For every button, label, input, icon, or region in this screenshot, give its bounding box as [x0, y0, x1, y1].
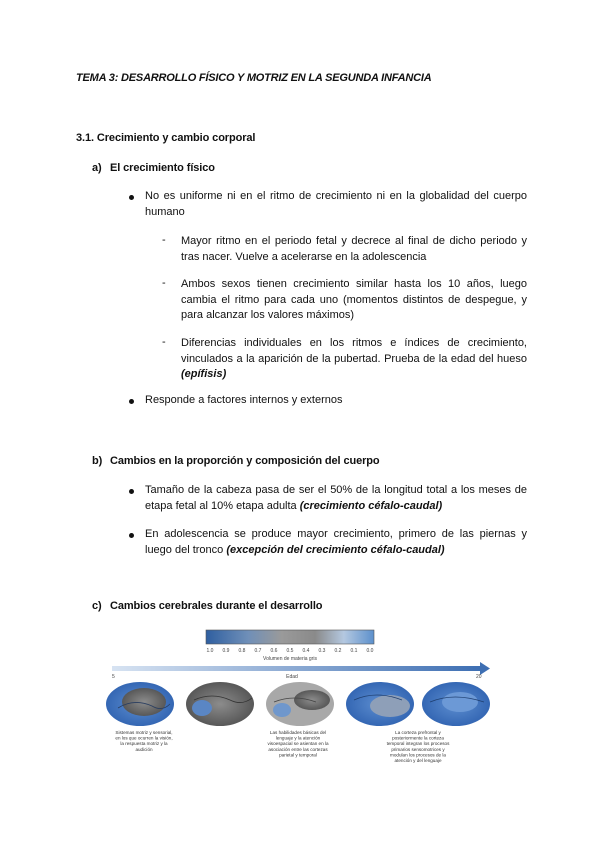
scale-tick-label: 0.2	[334, 648, 342, 654]
caption-2: Las habilidades básicas del lenguaje y la atención visoespacial se asientan en la asociación entre las cortezas parietal y temporal	[267, 730, 329, 758]
bullet-b1-text: Tamaño de la cabeza pasa de ser el 50% de la longitud total a los meses de etapa fetal al 10% etapa adulta	[145, 484, 527, 512]
scale-tick-label: 0.4	[302, 648, 310, 654]
dash-item-3-text: Diferencias individuales en los ritmos e índices de crecimiento, vinculados a la aparición de la pubertad. Prueba de la edad del hueso	[181, 337, 527, 365]
scale-tick-label: 1.0	[206, 648, 214, 654]
dash-item-3-emphasis: (epífisis)	[181, 368, 227, 380]
subheading-b-title: Cambios en la proporción y composición del cuerpo	[110, 455, 380, 467]
brain-icon	[422, 682, 490, 726]
caption-3: La corteza prefrontal y posteriormente la corteza temporal integran los procesos primarios sensomotrices y modulan los procesos de la atención y del lenguaje	[386, 730, 450, 763]
subheading-a	[92, 162, 215, 174]
bullet-b1	[145, 483, 527, 514]
age-arrow-bar	[112, 666, 480, 671]
subheading-c-title: Cambios cerebrales durante el desarrollo	[110, 600, 323, 612]
brain-icon	[266, 682, 334, 726]
subheading-b-marker: b)	[92, 455, 103, 467]
subheading-c-marker: c)	[92, 600, 102, 612]
bullet-b2-text: En adolescencia se produce mayor crecimiento, primero de las piernas y luego del tronco	[145, 528, 527, 556]
age-start-label: 5	[112, 674, 115, 680]
dash-icon: -	[162, 277, 166, 289]
scale-tick-label: 0.8	[238, 648, 246, 654]
caption-1: Sistemas motriz y sensorial, en los que ocurren la visión, la respuesta motriz y la audición	[115, 730, 173, 752]
dash-icon: -	[162, 234, 166, 246]
dash-icon: -	[162, 336, 166, 348]
subheading-a-title: El crecimiento físico	[110, 162, 215, 174]
age-end-label: 20	[476, 674, 482, 680]
subheading-c	[92, 600, 322, 612]
brain-icon	[186, 682, 254, 726]
bullet-icon	[129, 533, 134, 538]
subheading-a-marker: a)	[92, 162, 102, 174]
bullet-a1: No es uniforme ni en el ritmo de crecimiento ni en la globalidad del cuerpo humano	[145, 190, 527, 218]
scale-tick-label: 0.9	[222, 648, 230, 654]
bullet-b1-emphasis: (crecimiento céfalo-caudal)	[299, 499, 443, 512]
brain-icon	[106, 682, 174, 726]
scale-label: Volumen de materia gris	[263, 656, 317, 662]
scale-tick-label: 0.5	[286, 648, 294, 654]
subheading-b	[92, 455, 380, 467]
scale-tick-label: 0.6	[270, 648, 278, 654]
scale-ticks	[207, 648, 374, 654]
bullet-icon	[129, 489, 134, 494]
scale-tick-label: 0.0	[366, 648, 374, 654]
brain-development-figure	[104, 628, 494, 778]
dash-item-2: Ambos sexos tienen crecimiento similar hasta los 10 años, luego cambia el ritmo para cada uno (momentos distintos de despegue, y para alcanzar los valores máximos)	[181, 278, 527, 321]
brain-icon	[346, 682, 414, 726]
section-heading: 3.1. Crecimiento y cambio corporal	[76, 132, 256, 144]
bullet-b2-emphasis: (excepción del crecimiento céfalo-caudal)	[226, 543, 445, 556]
bullet-a2: Responde a factores internos y externos	[145, 394, 343, 406]
scale-tick-label: 0.3	[318, 648, 326, 654]
scale-tick-label: 0.1	[350, 648, 358, 654]
bullet-icon	[129, 195, 134, 200]
bullet-icon	[129, 399, 134, 404]
dash-item-3	[181, 336, 527, 383]
scale-tick-label: 0.7	[254, 648, 262, 654]
age-label: Edad	[286, 674, 298, 680]
gray-matter-scale-bar	[206, 630, 374, 644]
page-title: TEMA 3: DESARROLLO FÍSICO Y MOTRIZ EN LA SEGUNDA INFANCIA	[76, 72, 432, 84]
bullet-b2	[145, 527, 527, 558]
dash-item-1: Mayor ritmo en el periodo fetal y decrece al final de dicho periodo y tras nacer. Vuelve a acelerarse en la adolescencia	[181, 235, 527, 263]
